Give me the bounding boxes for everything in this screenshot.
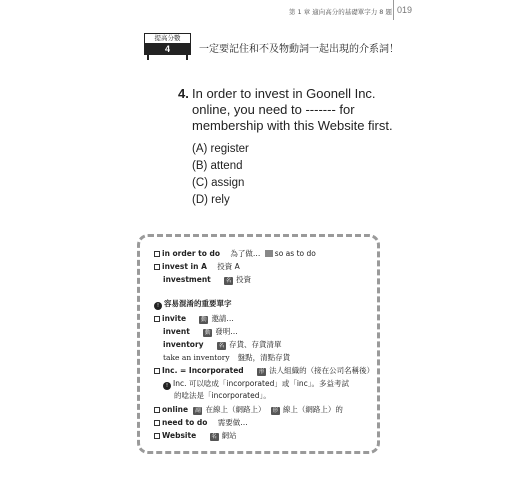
question-line: online, you need to ------- for xyxy=(192,102,355,117)
badge-label: 提高分數 xyxy=(144,33,191,44)
vocab-row: online 副 在線上（網路上） 形 線上（網路上）的 xyxy=(154,405,343,415)
pos-tag: 名 xyxy=(225,278,232,284)
checkbox-icon[interactable] xyxy=(154,368,160,374)
question-line: In order to invest in Goonell Inc. xyxy=(192,86,376,101)
score-badge xyxy=(144,33,191,56)
question-number: 4. xyxy=(178,86,189,101)
page-number: 019 xyxy=(397,5,413,15)
pos-tag: 動 xyxy=(204,330,211,336)
chapter-header: 第 1 章 適向高分的基礎單字力 8 題 xyxy=(288,8,392,16)
vocab-row: inventory 名 存貨、存貨清單 xyxy=(163,340,282,349)
badge-leg xyxy=(147,55,149,60)
tip-icon: ! xyxy=(154,302,162,310)
checkbox-icon[interactable] xyxy=(154,251,160,257)
section-title: ! 容易混淆的重要單字 xyxy=(154,299,232,310)
vocab-row: invite 動 邀請… xyxy=(154,314,234,324)
checkbox-icon[interactable] xyxy=(154,407,160,413)
option-b[interactable]: (B) attend xyxy=(192,160,243,172)
option-d[interactable]: (D) rely xyxy=(192,194,230,206)
equals-icon xyxy=(265,250,273,257)
vocab-row: Website 名 網站 xyxy=(154,431,237,441)
question-line: membership with this Website first. xyxy=(192,118,393,133)
vocab-row: investment 名 投資 xyxy=(163,275,252,284)
checkbox-icon[interactable] xyxy=(154,420,160,426)
badge-leg xyxy=(186,55,188,60)
pos-tag: 形 xyxy=(272,408,279,414)
badge-number: 4 xyxy=(144,43,191,55)
pos-tag: 動 xyxy=(201,317,207,323)
vocab-row: invest in A 投資 A xyxy=(154,262,240,272)
vocab-row: in order to do 為了做… so as to do xyxy=(154,249,316,259)
pos-tag: 形 xyxy=(258,369,265,375)
vocab-row: invent 動 發明… xyxy=(163,327,238,336)
note-row: 的唸法是「incorporated」。 xyxy=(174,391,271,400)
checkbox-icon[interactable] xyxy=(154,433,160,439)
vocab-row: take an inventory 盤點，清點存貨 xyxy=(163,353,291,362)
header-rule xyxy=(393,0,394,20)
pos-tag: 名 xyxy=(218,343,225,349)
option-c[interactable]: (C) assign xyxy=(192,177,245,189)
vocab-row: Inc. = Incorporated 形 法人組織的（接在公司名稱後） xyxy=(154,366,374,376)
checkbox-icon[interactable] xyxy=(154,264,160,270)
pos-tag: 副 xyxy=(195,408,201,414)
vocab-row: need to do 需要做… xyxy=(154,418,248,428)
checkbox-icon[interactable] xyxy=(154,316,160,322)
tip-text: 一定要記住和不及物動詞一起出現的介系詞！ xyxy=(199,44,399,55)
note-row: ! Inc. 可以唸成「incorporated」或「inc」。多益考試 xyxy=(163,379,349,390)
pos-tag: 名 xyxy=(211,434,217,440)
option-a[interactable]: (A) register xyxy=(192,143,249,155)
tip-icon: ! xyxy=(163,382,171,390)
